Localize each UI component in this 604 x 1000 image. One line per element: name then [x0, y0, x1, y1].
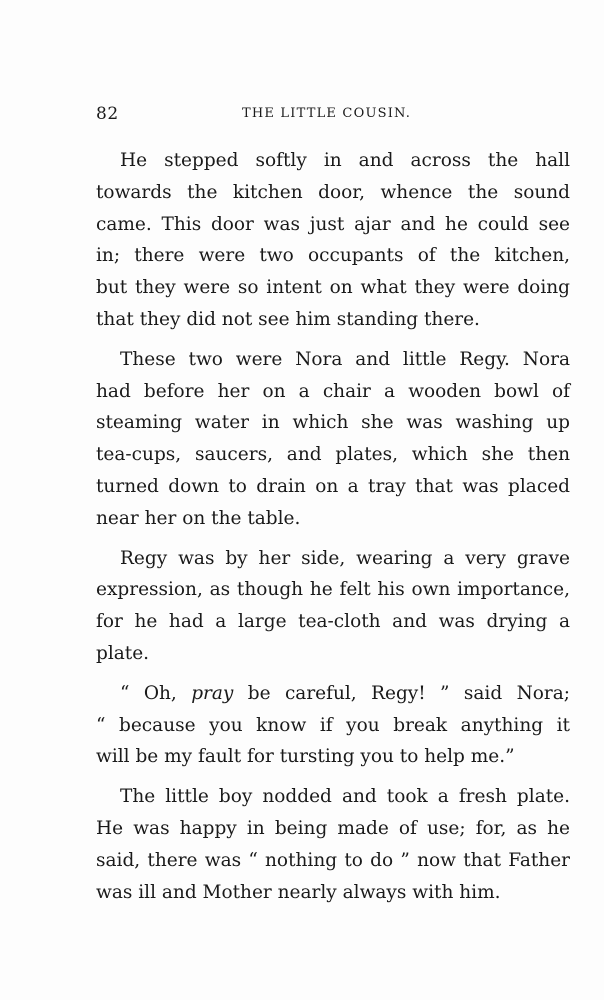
text-line: These two were Nora and little Regy. Nora: [120, 348, 570, 370]
text-line: plate.: [96, 642, 150, 664]
text-line: “ because you know if you break anything it: [96, 714, 570, 736]
text-line: but they were so intent on what they were doing: [96, 277, 570, 299]
emphasized-word: pray: [191, 682, 234, 704]
page-number: 82: [96, 104, 119, 124]
running-head: [96, 104, 496, 128]
text-line: tea-cups, saucers, and plates, which she then: [96, 444, 570, 466]
paragraph-4: [96, 678, 570, 773]
text-line: The little boy nodded and took a fresh plate.: [120, 786, 570, 808]
paragraph-3: [96, 543, 570, 670]
text-line: expression, as though he felt his own importance,: [96, 579, 570, 601]
text-line: in; there were two occupants of the kitchen,: [96, 245, 570, 267]
paragraph-2: [96, 344, 570, 535]
text-line: said, there was “ nothing to do ” now that Father: [96, 849, 570, 871]
text-line: Regy was by her side, wearing a very grave: [120, 547, 570, 569]
text-line: will be my fault for tursting you to help me.”: [96, 746, 515, 768]
text-line: was ill and Mother nearly always with him.: [96, 881, 501, 903]
text-line: that they did not see him standing there.: [96, 308, 480, 330]
text-line: for he had a large tea-cloth and was drying a: [96, 611, 570, 633]
paragraph-1: [96, 145, 570, 336]
text-line: steaming water in which she was washing up: [96, 412, 570, 434]
text-line: came. This door was just ajar and he could see: [96, 213, 570, 235]
text-line: He was happy in being made of use; for, as he: [96, 817, 570, 839]
book-title: THE LITTLE COUSIN.: [242, 106, 412, 121]
paragraph-5: [96, 781, 570, 908]
text-line: towards the kitchen door, whence the sound: [96, 181, 570, 203]
body-text: [96, 145, 570, 916]
text-line: He stepped softly in and across the hall: [120, 150, 570, 171]
text-line: turned down to drain on a tray that was placed: [96, 475, 570, 497]
text-fragment: be careful, Regy! ” said Nora;: [233, 682, 571, 704]
text-line: had before her on a chair a wooden bowl of: [96, 380, 570, 402]
text-line: [96, 678, 570, 710]
text-fragment: “ Oh,: [120, 682, 192, 704]
text-line: near her on the table.: [96, 507, 301, 529]
